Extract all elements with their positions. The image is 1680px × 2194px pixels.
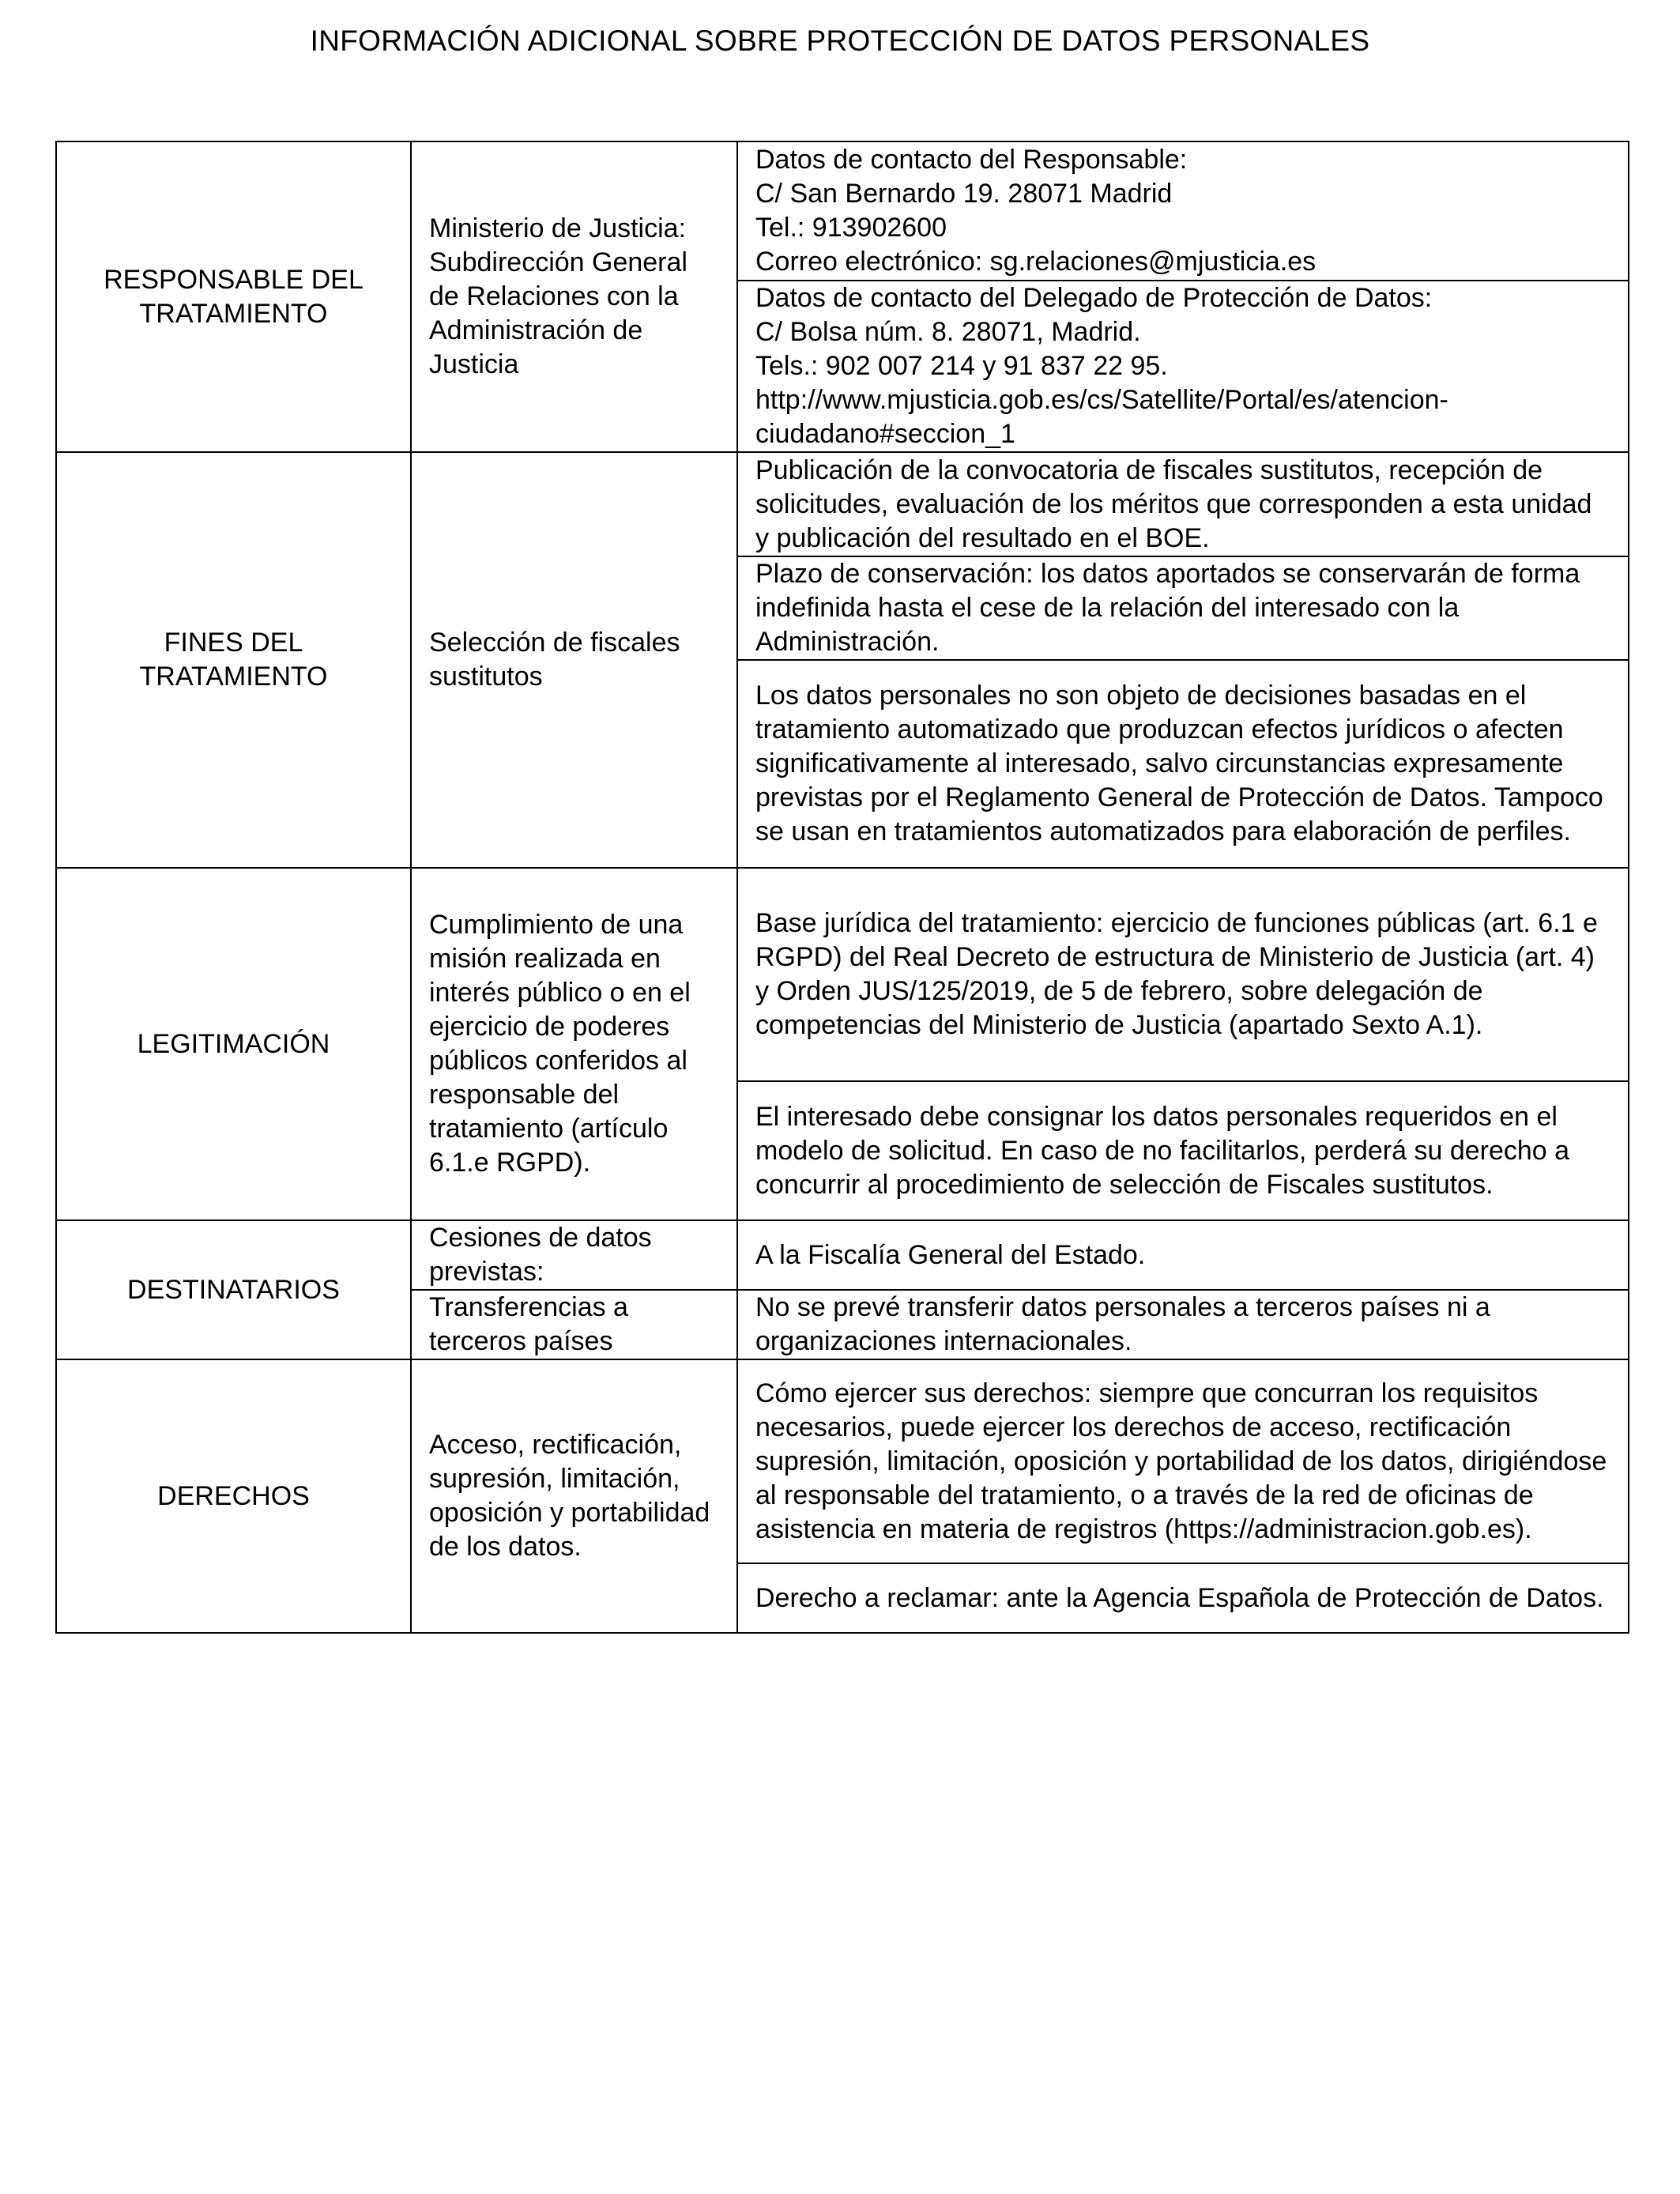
contact-delegado-url: http://www.mjusticia.gob.es/cs/Satellite/Portal/es/atencion-ciudadano#seccion_1 — [755, 385, 1448, 449]
fines-decisiones: Los datos personales no son objeto de decisiones basadas en el tratamiento automatizado que produzcan efectos jurídicos o afecten significativamente al interesado, salvo circunstancias expresamente previstas por el Reglamento General de Protección de Datos. Tampoco se usan en tratamientos automatizados para elaboración de perfiles. — [737, 660, 1629, 868]
contact-responsable-email: Correo electrónico: sg.relaciones@mjusticia.es — [755, 247, 1317, 277]
destinatarios-transferencias-label: Transferencias a terceros países — [411, 1290, 737, 1359]
document-title: INFORMACIÓN ADICIONAL SOBRE PROTECCIÓN DE DATOS PERSONALES — [310, 25, 1370, 57]
legitimacion-base: Base jurídica del tratamiento: ejercicio de funciones públicas (art. 6.1 e RGPD) del Real Decreto de estructura de Ministerio de Justicia (art. 4) y Orden JUS/125/2019, de 5 de febrero, sobre delegación de competencias del Ministerio de Justicia (apartado Sexto A.1). — [737, 868, 1629, 1081]
summary-legitimacion: Cumplimiento de una misión realizada en interés público o en el ejercicio de poderes públicos conferidos al responsable del tratamiento (artículo 6.1.e RGPD). — [411, 868, 737, 1220]
category-responsable: RESPONSABLE DEL TRATAMIENTO — [56, 141, 411, 452]
destinatarios-cesiones-label: Cesiones de datos previstas: — [411, 1220, 737, 1290]
category-legitimacion: LEGITIMACIÓN — [56, 868, 411, 1220]
derechos-ejercer: Cómo ejercer sus derechos: siempre que concurran los requisitos necesarios, puede ejercer los derechos de acceso, rectificación supresión, limitación, oposición y portabilidad de los datos, dirigiéndose al responsable del tratamiento, o a través de la red de oficinas de asistencia en materia de registros (https://administracion.gob.es). — [737, 1359, 1629, 1563]
contact-responsable-address: C/ San Bernardo 19. 28071 Madrid — [755, 179, 1173, 209]
contact-delegado-cell — [737, 281, 1629, 452]
contact-delegado-address: C/ Bolsa núm. 8. 28071, Madrid. — [755, 317, 1141, 347]
contact-responsable-phone: Tel.: 913902600 — [755, 213, 947, 243]
destinatarios-transferencias-value: No se prevé transferir datos personales a terceros países ni a organizaciones internacionales. — [737, 1290, 1629, 1359]
fines-plazo: Plazo de conservación: los datos aportados se conservarán de forma indefinida hasta el cese de la relación del interesado con la Administración. — [737, 556, 1629, 660]
category-derechos: DERECHOS — [56, 1359, 411, 1633]
legitimacion-interesado: El interesado debe consignar los datos personales requeridos en el modelo de solicitud. En caso de no facilitarlos, perderá su derecho a concurrir al procedimiento de selección de Fiscales sustitutos. — [737, 1081, 1629, 1220]
summary-responsable: Ministerio de Justicia: Subdirección General de Relaciones con la Administración de Justicia — [411, 141, 737, 452]
table-row-fines-a — [56, 452, 1629, 556]
table-row-destinatarios-a — [56, 1220, 1629, 1290]
table-row-derechos-a — [56, 1359, 1629, 1563]
category-destinatarios: DESTINATARIOS — [56, 1220, 411, 1359]
derechos-reclamar: Derecho a reclamar: ante la Agencia Española de Protección de Datos. — [737, 1563, 1629, 1633]
contact-delegado-phones: Tels.: 902 007 214 y 91 837 22 95. — [755, 351, 1168, 381]
table-row-legitimacion-a — [56, 868, 1629, 1081]
data-protection-table — [55, 141, 1629, 1634]
table-row-responsable-a — [56, 141, 1629, 281]
summary-fines: Selección de fiscales sustitutos — [411, 452, 737, 868]
destinatarios-cesiones-value: A la Fiscalía General del Estado. — [737, 1220, 1629, 1290]
fines-publicacion: Publicación de la convocatoria de fiscales sustitutos, recepción de solicitudes, evaluación de los méritos que corresponden a esta unidad y publicación del resultado en el BOE. — [737, 452, 1629, 556]
contact-responsable-heading: Datos de contacto del Responsable: — [755, 145, 1188, 175]
contact-responsable-cell — [737, 141, 1629, 281]
category-fines: FINES DEL TRATAMIENTO — [56, 452, 411, 868]
summary-derechos: Acceso, rectificación, supresión, limitación, oposición y portabilidad de los datos. — [411, 1359, 737, 1633]
contact-delegado-heading: Datos de contacto del Delegado de Protección de Datos: — [755, 283, 1433, 313]
